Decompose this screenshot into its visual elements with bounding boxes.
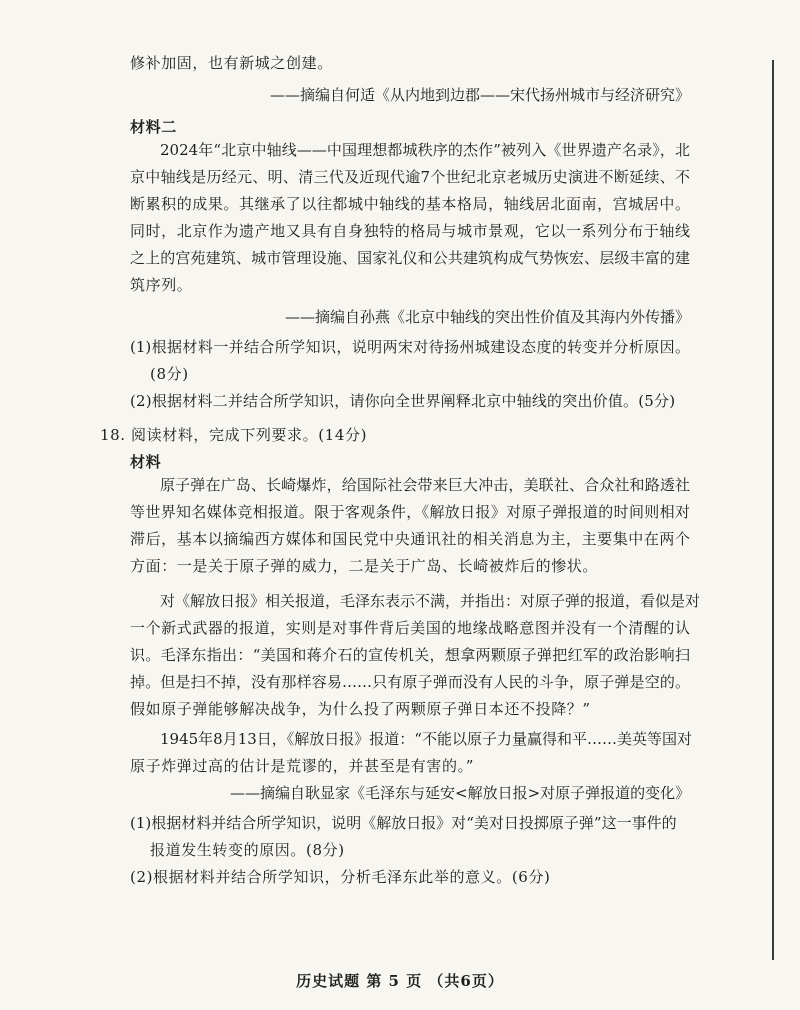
citation: ——摘编自孙燕《北京中轴线的突出性价值及其海内外传播》 (284, 308, 690, 326)
question-text: 报道发生转变的原因。(8分) (150, 841, 345, 859)
text-line: 京中轴线是历经元、明、清三代及近现代逾7个世纪北京老城历史演进不断延续、不 (130, 168, 690, 186)
question-text: (1)根据材料并结合所学知识，说明《解放日报》对“美对日投掷原子弹”这一事件的 (130, 814, 677, 832)
text-line: 等世界知名媒体竞相报道。限于客观条件，《解放日报》对原子弹报道的时间则相对 (130, 503, 690, 521)
text-line: 假如原子弹能够解决战争，为什么投了两颗原子弹日本还不投降？” (130, 700, 591, 718)
text-line: 方面：一是关于原子弹的威力，二是关于广岛、长崎被炸后的惨状。 (130, 557, 599, 575)
text-line: 一个新式武器的报道，实则是对事件背后美国的地缘战略意图并没有一个清醒的认 (130, 619, 690, 637)
page-footer: 历史试题 第 5 页 （共6页） (296, 972, 504, 990)
citation: ——摘编自何适《从内地到边郡——宋代扬州城市与经济研究》 (269, 86, 690, 104)
section-heading: 材料 (130, 453, 162, 471)
text-line: 对《解放日报》相关报道，毛泽东表示不满，并指出：对原子弹的报道，看似是对 (160, 592, 701, 610)
text-line: 之上的宫苑建筑、城市管理设施、国家礼仪和公共建筑构成气势恢宏、层级丰富的建 (130, 249, 690, 267)
question-text: (1)根据材料一并结合所学知识，说明两宋对待扬州城建设态度的转变并分析原因。 (130, 338, 690, 356)
text-line: 原子炸弹过高的估计是荒谬的，并甚至是有害的。” (130, 757, 474, 775)
text-line: 修补加固，也有新城之创建。 (130, 54, 333, 72)
question-text: (2)根据材料并结合所学知识，分析毛泽东此举的意义。(6分) (130, 868, 551, 886)
text-line: 掉。但是扫不掉，没有那样容易……只有原子弹而没有人民的斗争，原子弹是空的。 (130, 673, 690, 691)
text-line: 2024年“北京中轴线——中国理想都城秩序的杰作”被列入《世界遗产名录》，北 (160, 141, 690, 159)
question-text: (2)根据材料二并结合所学知识，请你向全世界阐释北京中轴线的突出价值。(5分) (130, 392, 676, 410)
question-score: (8分) (150, 365, 189, 383)
text-line: 识。毛泽东指出：“美国和蒋介石的宣传机关，想拿两颗原子弹把红军的政治影响扫 (130, 646, 690, 664)
text-line: 同时，北京作为遗产地又具有自身独特的格局与城市景观，它以一系列分布于轴线 (130, 222, 690, 240)
text-line: 原子弹在广岛、长崎爆炸，给国际社会带来巨大冲击，美联社、合众社和路透社 (160, 476, 690, 494)
citation: ——摘编自耿显家《毛泽东与延安<解放日报>对原子弹报道的变化》 (230, 784, 691, 802)
text-line: 1945年8月13日，《解放日报》报道：“不能以原子力量赢得和平……美英等国对 (160, 730, 692, 748)
text-line: 断累积的成果。其继承了以往都城中轴线的基本格局，轴线居北面南，宫城居中。 (130, 195, 690, 213)
question-heading: 18. 阅读材料，完成下列要求。(14分) (100, 426, 368, 444)
text-line: 筑序列。 (130, 276, 193, 294)
text-line: 滞后，基本以摘编西方媒体和国民党中央通讯社的相关消息为主，主要集中在两个 (130, 530, 690, 548)
margin-rule (772, 60, 774, 960)
section-heading: 材料二 (130, 118, 177, 136)
